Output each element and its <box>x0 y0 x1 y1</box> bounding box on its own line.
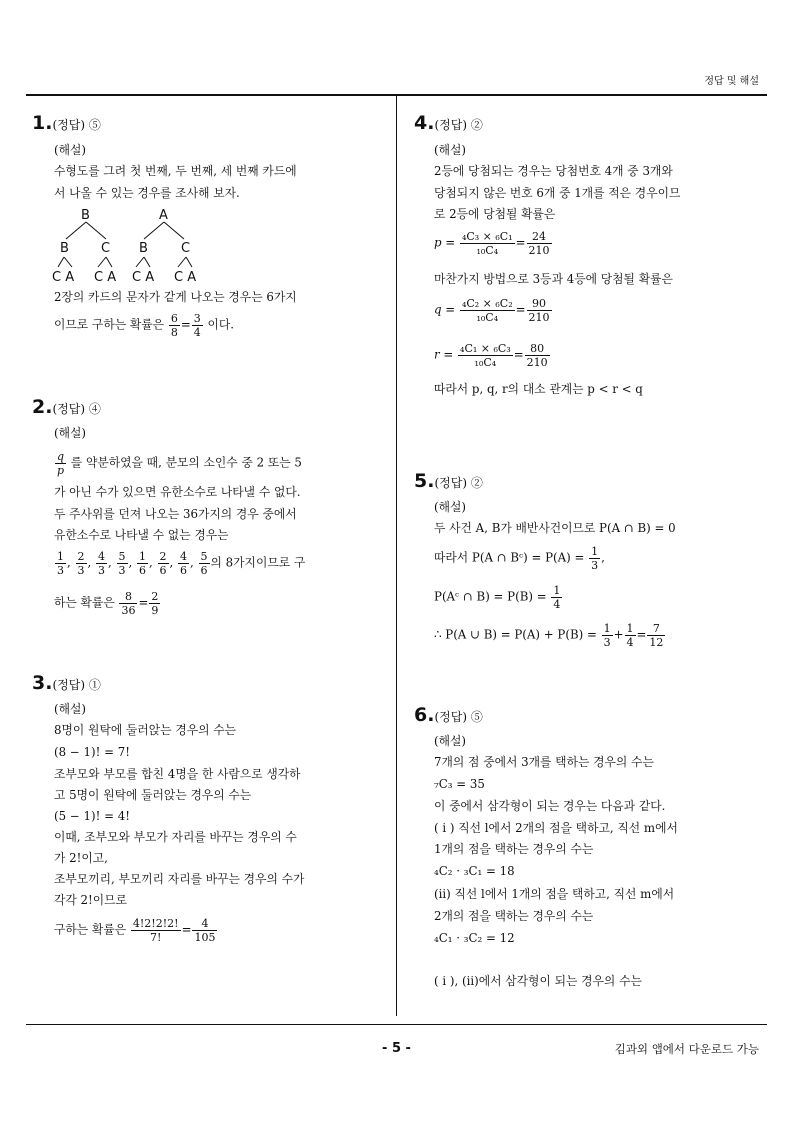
tree-leaf-4: C A <box>174 270 197 285</box>
q4-line5: 따라서 p, q, r의 대소 관계는 p < r < q <box>434 382 643 396</box>
q6-line2: ₇C₃ = 35 <box>434 777 485 791</box>
q4-line1: 2등에 당첨되는 경우는 당첨번호 4개 중 3개와 <box>434 164 673 178</box>
fraction: $\frac{1}{6}$ <box>139 550 146 577</box>
q3-line9: 각각 2!이므로 <box>54 893 127 907</box>
fraction: $\frac{2}{9}$ <box>151 590 159 617</box>
q2-heading <box>32 396 101 418</box>
fraction: $\frac{8}{36}$ <box>121 590 136 617</box>
fraction: $\frac{5}{3}$ <box>118 550 126 577</box>
q3-line2: (8 − 1)! = 7! <box>54 745 130 759</box>
fraction: $\frac{4}{6}$ <box>180 550 187 577</box>
q3-label: (해설) <box>54 702 86 716</box>
page-number: - 5 - <box>382 1041 411 1056</box>
q2-line2: 가 아닌 수가 있으면 유한소수로 나타낼 수 없다. <box>54 485 301 499</box>
tree-mid-4: C <box>181 241 191 256</box>
q6-line3: 이 중에서 삼각형이 되는 경우는 다음과 같다. <box>434 799 666 813</box>
q5-answer: (정답) ② <box>434 476 483 490</box>
header-title: 정답 및 해설 <box>704 76 759 87</box>
fraction: $\frac{3}{4}$ <box>193 312 201 339</box>
q5-heading <box>414 470 483 492</box>
q3-number: 3. <box>32 672 53 694</box>
fraction: $\frac{4}{3}$ <box>98 550 105 577</box>
fraction: $\frac{1}{4}$ <box>626 622 634 649</box>
q3-heading <box>32 672 101 694</box>
q1-line4: 이므로 구하는 확률은 $\frac{6}{8}$ = $\frac{3}{4}$ 이다. <box>54 312 235 339</box>
q3-line4: 고 5명이 원탁에 둘러앉는 경우의 수는 <box>54 788 252 802</box>
fraction: $\frac{4}{105}$ <box>194 917 216 944</box>
q6-heading <box>414 704 483 726</box>
q3-line8: 조부모끼리, 부모끼리 자리를 바꾸는 경우의 수가 <box>54 872 305 886</box>
q2-answer: (정답) ④ <box>52 402 101 416</box>
q3-line5: (5 − 1)! = 4! <box>54 809 130 823</box>
q6-answer: (정답) ⑤ <box>434 710 483 724</box>
q4-number: 4. <box>414 112 435 134</box>
q4-label: (해설) <box>434 143 466 157</box>
tree-mid-1: B <box>60 241 69 256</box>
q1-line2: 서 나올 수 있는 경우를 조사해 보자. <box>54 186 240 200</box>
q3-line7: 가 2!이고, <box>54 851 108 865</box>
q4-answer: (정답) ② <box>434 118 483 132</box>
tree-mid-3: B <box>139 241 148 256</box>
q1-line3: 2장의 카드의 문자가 같게 나오는 경우는 6가지 <box>54 290 297 304</box>
q6-line9: ₄C₁ · ₃C₂ = 12 <box>434 931 515 945</box>
fraction: $\frac{1}{4}$ <box>553 584 561 611</box>
q2-label: (해설) <box>54 426 86 440</box>
tree-mid-2: C <box>101 241 111 256</box>
q5-number: 5. <box>414 470 435 492</box>
q4-p-formula: p = $\frac{\text{₄C₃ × ₆C₁}}{\text{₁₀C₄}}$ = $\frac{24}{210}$ <box>434 230 550 257</box>
q2-number: 2. <box>32 396 53 418</box>
fraction: $\frac{\text{₄C₁ × ₆C₃}}{\text{₁₀C₄}}$ <box>460 342 511 369</box>
fraction: $\frac{2}{6}$ <box>159 550 167 577</box>
q4-line3: 로 2등에 당첨될 확률은 <box>434 207 556 221</box>
q6-line6: ₄C₂ · ₃C₁ = 18 <box>434 864 515 878</box>
fraction: $\frac{80}{210}$ <box>526 342 548 369</box>
q2-line6: 하는 확률은 $\frac{8}{36}$ = $\frac{2}{9}$ <box>54 590 159 617</box>
q3-line10: 구하는 확률은 $\frac{4!2!2!2!}{7!}$ = $\frac{4}{105}$ <box>54 917 216 944</box>
q6-line5: 1개의 점을 택하는 경우의 수는 <box>434 842 594 856</box>
q4-r-formula: r = $\frac{\text{₄C₁ × ₆C₃}}{\text{₁₀C₄}}$ = $\frac{80}{210}$ <box>434 342 548 369</box>
fraction: $\frac{7}{12}$ <box>649 622 664 649</box>
q3-line6: 이때, 조부모와 부모가 자리를 바꾸는 경우의 수 <box>54 830 297 844</box>
q4-line2: 당첨되지 않은 번호 6개 중 1개를 적은 경우이므 <box>434 186 681 200</box>
fraction: $\frac{4!2!2!2!}{7!}$ <box>132 917 179 944</box>
q5-line4: ∴ P(A ∪ B) = P(A) + P(B) = $\frac{1}{3}$ + $\frac{1}{4}$ = $\frac{7}{12}$ <box>434 622 664 649</box>
q5-line1: 두 사건 A, B가 배반사건이므로 P(A ∩ B) = 0 <box>434 521 676 535</box>
q2-line4: 유한소수로 나타낼 수 없는 경우는 <box>54 528 229 542</box>
q6-line8: 2개의 점을 택하는 경우의 수는 <box>434 909 594 923</box>
q6-line7: (ii) 직선 l에서 1개의 점을 택하고, 직선 m에서 <box>434 887 675 901</box>
q1-heading <box>32 112 101 134</box>
q3-answer: (정답) ① <box>52 678 101 692</box>
q1-label: (해설) <box>54 143 86 157</box>
q1-number: 1. <box>32 112 53 134</box>
tree-root-b: B <box>81 208 90 223</box>
q2-fraction-list: $\frac{1}{3}$ , $\frac{2}{3}$ , $\frac{4}{3}$ , $\frac{5}{3}$ , $\frac{1}{6}$ , $\frac{2}{6}$ , $\frac{4}{6}$ , $\frac{5}{6}$ 의 8가지이므로 구 <box>57 550 306 577</box>
footer-note: 김과외 앱에서 다운로드 가능 <box>614 1042 759 1056</box>
q1-answer: (정답) ⑤ <box>52 118 101 132</box>
q6-number: 6. <box>414 704 435 726</box>
q6-label: (해설) <box>434 734 466 748</box>
q1-line1: 수형도를 그려 첫 번째, 두 번째, 세 번째 카드에 <box>54 164 297 178</box>
fraction: $\frac{90}{210}$ <box>528 297 550 324</box>
q5-label: (해설) <box>434 500 466 514</box>
tree-leaf-2: C A <box>94 270 117 285</box>
bottom-rule <box>26 1024 767 1025</box>
q6-line4: ( i ) 직선 l에서 2개의 점을 택하고, 직선 m에서 <box>434 821 678 835</box>
fraction: $\frac{6}{8}$ <box>170 312 178 339</box>
fraction: $\frac{\text{₄C₃ × ₆C₁}}{\text{₁₀C₄}}$ <box>461 230 513 257</box>
q3-line3: 조부모와 부모를 합친 4명을 한 사람으로 생각하 <box>54 767 301 781</box>
q4-q-formula: q = $\frac{\text{₄C₂ × ₆C₂}}{\text{₁₀C₄}}$ = $\frac{90}{210}$ <box>434 297 550 324</box>
q4-heading <box>414 112 483 134</box>
tree-leaf-1: C A <box>52 270 75 285</box>
fraction: $\frac{1}{3}$ <box>591 545 599 572</box>
fraction: $\frac{5}{6}$ <box>200 550 208 577</box>
q2-line1: $\frac{q}{p}$ 를 약분하였을 때, 분모의 소인수 중 2 또는 5 <box>57 450 302 477</box>
q3-line1: 8명이 원탁에 둘러앉는 경우의 수는 <box>54 723 237 737</box>
fraction: $\frac{\text{₄C₂ × ₆C₂}}{\text{₁₀C₄}}$ <box>461 297 513 324</box>
fraction-q-over-p: $\frac{q}{p}$ <box>57 450 65 477</box>
q2-line3: 두 주사위를 던져 나오는 36가지의 경우 중에서 <box>54 507 297 521</box>
fraction: $\frac{1}{3}$ <box>57 550 64 577</box>
fraction: $\frac{2}{3}$ <box>77 550 85 577</box>
tree-root-a: A <box>159 208 168 223</box>
q5-line2: 따라서 P(A ∩ Bᶜ) = P(A) = $\frac{1}{3}$ , <box>434 545 605 572</box>
q4-line4: 마찬가지 방법으로 3등과 4등에 당첨될 확률은 <box>434 272 673 286</box>
column-divider <box>396 96 397 1016</box>
fraction: $\frac{1}{3}$ <box>603 622 611 649</box>
q6-line1: 7개의 점 중에서 3개를 택하는 경우의 수는 <box>434 755 654 769</box>
q6-line10: ( i ), (ii)에서 삼각형이 되는 경우의 수는 <box>434 974 642 988</box>
q1-tree-diagram <box>50 205 210 285</box>
fraction: $\frac{24}{210}$ <box>528 230 550 257</box>
tree-leaf-3: C A <box>132 270 155 285</box>
q5-line3: P(Aᶜ ∩ B) = P(B) = $\frac{1}{4}$ <box>434 584 561 611</box>
